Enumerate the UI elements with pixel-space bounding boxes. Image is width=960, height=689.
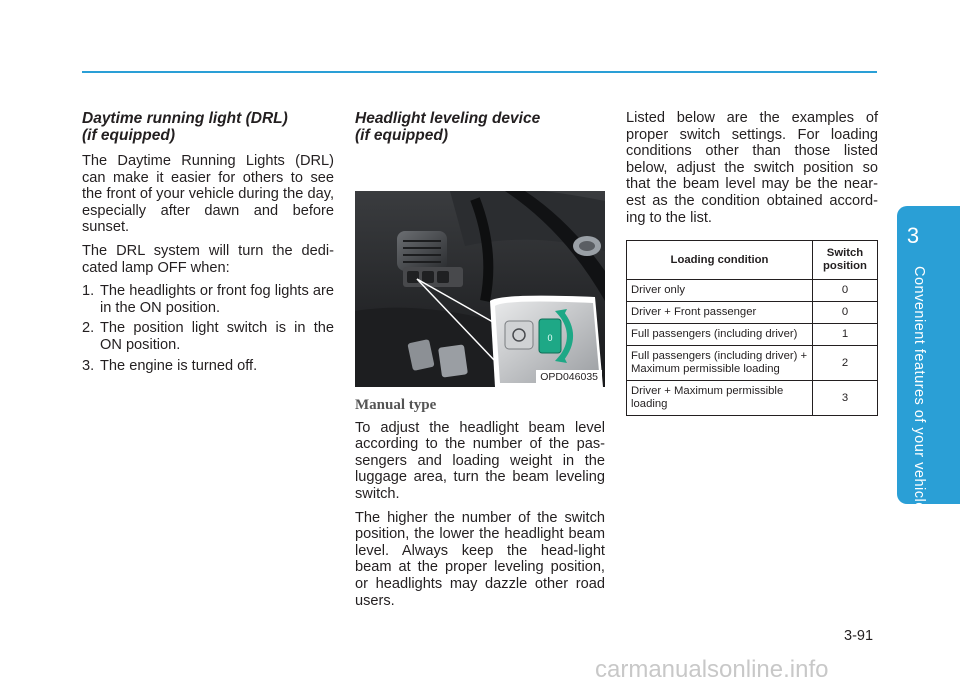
- loading-condition-table: [626, 240, 878, 416]
- drl-paragraph-1: The Daytime Running Lights (DRL) can make it easier for others to see the front of your vehicle during the day, especially after dawn and before sunset.: [82, 153, 334, 236]
- leveling-section: [355, 110, 605, 616]
- list-item: 3. The engine is turned off.: [82, 357, 258, 374]
- table-header-row: [627, 241, 878, 280]
- figure-code: OPD046035: [536, 370, 602, 384]
- svg-text:0: 0: [547, 333, 553, 343]
- leveling-paragraph-2: The higher the number of the switch position, the lower the headlight beam level. Always keep the head-light beam at the proper leveling position, or headlights may dazzle other road users.: [355, 509, 605, 609]
- chapter-title: Convenient features of your vehicle: [911, 266, 927, 511]
- table-row: Driver + Front passenger 0: [627, 302, 878, 324]
- header-loading-condition: Loading condition: [627, 241, 813, 280]
- chapter-side-tab[interactable]: [897, 206, 960, 511]
- drl-paragraph-2: The DRL system will turn the dedi-cated lamp OFF when:: [82, 242, 334, 276]
- leveling-switch-photo: [355, 191, 605, 387]
- leveling-heading: Headlight leveling device (if equipped): [355, 110, 541, 144]
- list-item: 1. The headlights or front fog lights are in the ON position.: [82, 283, 334, 316]
- list-item: 2. The position light switch is in the ON position.: [82, 320, 334, 353]
- dashboard-illustration: [355, 191, 605, 387]
- header-switch-position: Switch position: [813, 241, 878, 280]
- manual-type-subheading: Manual type: [355, 397, 437, 413]
- table-row: Driver only 0: [627, 280, 878, 302]
- chapter-number: 3: [906, 223, 920, 248]
- page-number: 3-91: [844, 628, 874, 644]
- drl-heading: Daytime running light (DRL) (if equipped): [82, 110, 288, 144]
- drl-section: [82, 110, 334, 378]
- watermark: carmanualsonline.info: [595, 656, 829, 683]
- table-row: Full passengers (including driver) + Maximum permissible loading 2: [627, 346, 878, 381]
- table-row: Full passengers (including driver) 1: [627, 324, 878, 346]
- examples-section: [626, 110, 878, 416]
- table-row: Driver + Maximum permissible loading 3: [627, 381, 878, 416]
- leveling-paragraph-1: To adjust the headlight beam level according to the number of the pas-sengers and loading weight in the luggage area, turn the beam leveling switch.: [355, 419, 605, 502]
- examples-intro: Listed below are the examples of proper switch settings. For loading conditions other than those listed below, adjust the switch position so that the beam level may be the near-est as the condition obtained accord-ing to the list.: [626, 110, 878, 226]
- drl-conditions-list: [82, 283, 334, 374]
- header-rule: [82, 71, 877, 73]
